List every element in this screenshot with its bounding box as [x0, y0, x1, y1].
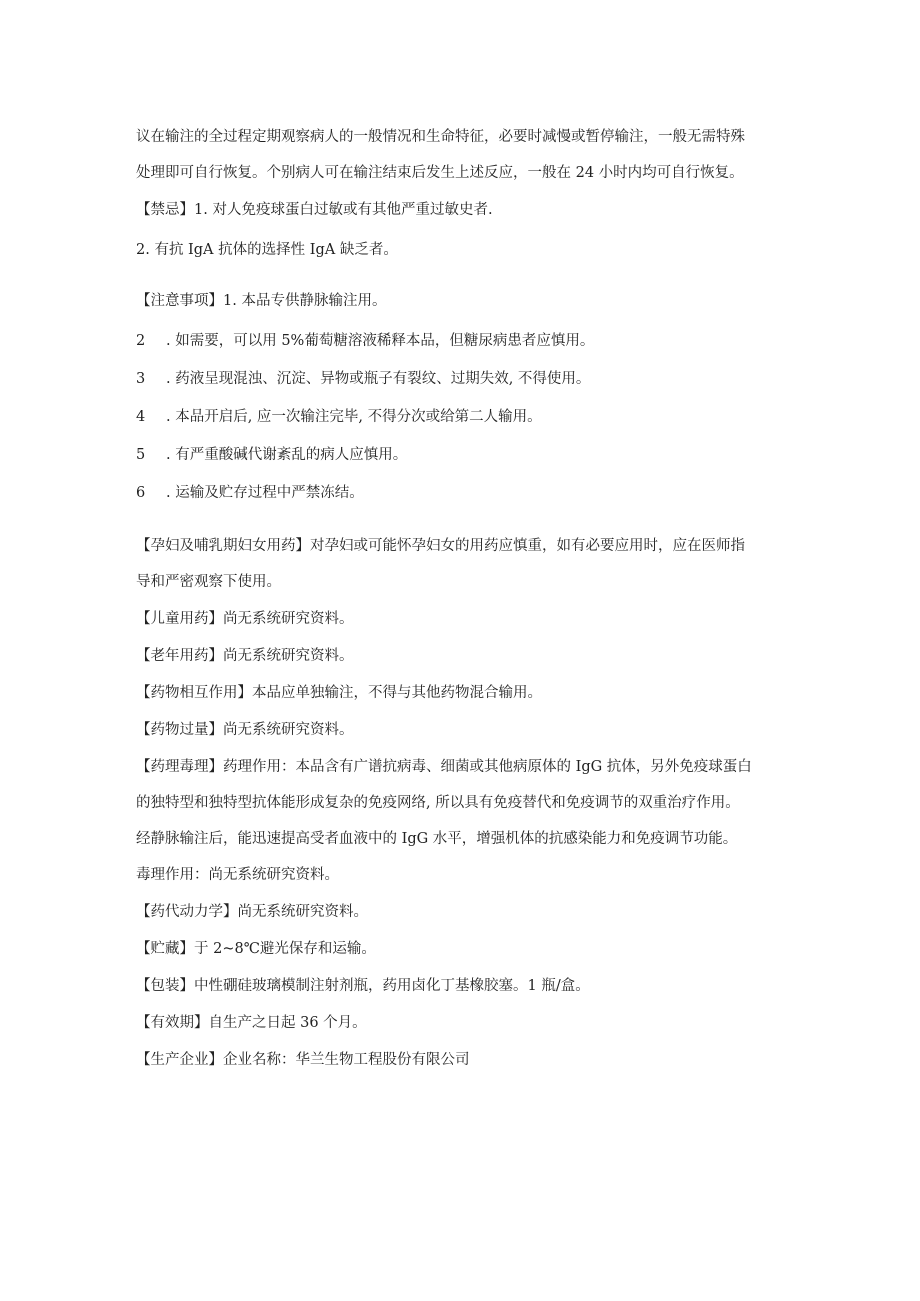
manufacturer-section: 【生产企业】企业名称：华兰生物工程股份有限公司: [136, 1052, 470, 1068]
precaution-text: . 有严重酸碱代谢紊乱的病人应慎用。: [166, 447, 408, 463]
precaution-text: . 运输及贮存过程中严禁冻结。: [166, 485, 364, 501]
package-section: 【包装】中性硼硅玻璃模制注射剂瓶，药用卤化丁基橡胶塞。1 瓶/盒。: [136, 978, 590, 994]
pharmacology-line-3: 经静脉输注后，能迅速提高受者血液中的 IgG 水平，增强机体的抗感染能力和免疫调节功能。: [136, 831, 738, 847]
precaution-item-3: [136, 368, 796, 390]
precaution-text: . 本品开启后, 应一次输注完毕, 不得分次或给第二人输用。: [166, 409, 542, 425]
children-section: 【儿童用药】尚无系统研究资料。: [136, 611, 354, 627]
precaution-number: 3: [136, 371, 146, 387]
precaution-number: 2: [136, 333, 146, 349]
precaution-text: . 药液呈现混浊、沉淀、异物或瓶子有裂纹、过期失效, 不得使用。: [166, 371, 591, 387]
intro-line-1: 议在输注的全过程定期观察病人的一般情况和生命特征，必要时减慢或暂停输注，一般无需特殊: [136, 129, 745, 145]
precaution-number: 6: [136, 485, 146, 501]
intro-line-2: 处理即可自行恢复。个别病人可在输注结束后发生上述反应，一般在 24 小时内均可自行恢复。: [136, 165, 744, 181]
pharmacology-line-2: 的独特型和独特型抗体能形成复杂的免疫网络, 所以具有免疫替代和免疫调节的双重治疗作用。: [136, 795, 740, 811]
pregnancy-line-1: 【孕妇及哺乳期妇女用药】对孕妇或可能怀孕妇女的用药应慎重，如有必要应用时，应在医师指: [136, 538, 745, 554]
elderly-section: 【老年用药】尚无系统研究资料。: [136, 648, 354, 664]
interaction-section: 【药物相互作用】本品应单独输注，不得与其他药物混合输用。: [136, 685, 542, 701]
precaution-number: 5: [136, 447, 146, 463]
contraindications-line-1: 【禁忌】1. 对人免疫球蛋白过敏或有其他严重过敏史者.: [136, 202, 493, 218]
precaution-text: . 如需要，可以用 5%葡萄糖溶液稀释本品，但糖尿病患者应慎用。: [166, 333, 595, 349]
precaution-item-6: [136, 482, 796, 504]
precaution-item-4: [136, 406, 796, 428]
precaution-number: 4: [136, 409, 146, 425]
precaution-item-2: [136, 330, 796, 352]
toxicology-line: 毒理作用：尚无系统研究资料。: [136, 867, 339, 883]
pharmacology-line-1: 【药理毒理】药理作用：本品含有广谱抗病毒、细菌或其他病原体的 IgG 抗体，另外免疫球蛋白: [136, 759, 752, 775]
precaution-item-5: [136, 444, 796, 466]
pregnancy-line-2: 导和严密观察下使用。: [136, 574, 281, 590]
storage-section: 【贮藏】于 2~8℃避光保存和运输。: [136, 941, 376, 957]
contraindications-line-2: 2. 有抗 IgA 抗体的选择性 IgA 缺乏者。: [136, 242, 398, 258]
pharmacokinetics-section: 【药代动力学】尚无系统研究资料。: [136, 904, 368, 920]
precautions-heading: 【注意事项】1. 本品专供静脉输注用。: [136, 293, 387, 309]
overdose-section: 【药物过量】尚无系统研究资料。: [136, 722, 354, 738]
validity-section: 【有效期】自生产之日起 36 个月。: [136, 1015, 367, 1031]
